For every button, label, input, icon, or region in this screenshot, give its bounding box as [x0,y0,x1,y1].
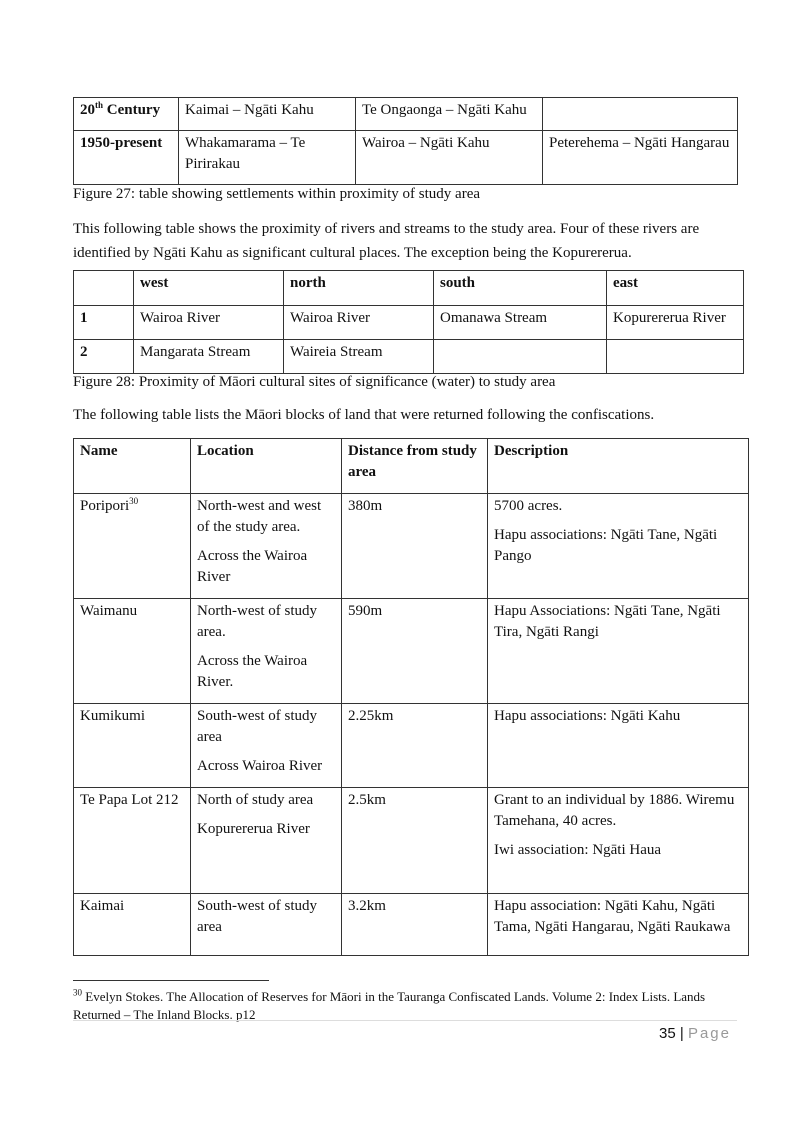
header-cell [74,271,134,306]
name-cell: Kumikumi [74,704,191,788]
header-cell: south [434,271,607,306]
location-cell: North-west and west of the study area. Across the Wairoa River [191,494,342,599]
table-cell: Peterehema – Ngāti Hangarau [543,131,738,185]
name-cell: Waimanu [74,599,191,704]
table-cell [607,340,744,374]
table-row [74,788,749,894]
table-cell: Te Ongaonga – Ngāti Kahu [356,98,543,131]
footnote: $^{30}$ Evelyn Stokes. The Allocation of Reserves for Māori in the Tauranga Confiscated Lands. Volume 2: Index Lists. Lands Returned – The Inland Blocks. p12 [73,987,706,1022]
location-cell: South-west of study area [191,894,342,956]
table-cell: Kopurererua River [607,306,744,340]
table-cell: Wairoa – Ngāti Kahu [356,131,543,185]
name-cell: Te Papa Lot 212 [74,788,191,894]
table-row [74,894,749,956]
table-cell: Omanawa Stream [434,306,607,340]
table-header-row [74,439,749,494]
header-cell: Distance from study area [342,439,488,494]
header-cell: Location [191,439,342,494]
table-cell: Wairoa River [134,306,284,340]
name-cell: Kaimai [74,894,191,956]
header-cell: east [607,271,744,306]
description-cell: Hapu associations: Ngāti Kahu [488,704,749,788]
description-cell: Hapu association: Ngāti Kahu, Ngāti Tama, Ngāti Hangarau, Ngāti Raukawa [488,894,749,956]
table-cell [543,98,738,131]
footnote-divider [73,980,269,981]
description-cell: 5700 acres. Hapu associations: Ngāti Tane, Ngāti Pango [488,494,749,599]
footer-divider [73,1020,737,1021]
table-cell: Waireia Stream [284,340,434,374]
description-cell: Grant to an individual by 1886. Wiremu Tamehana, 40 acres. Iwi association: Ngāti Haua [488,788,749,894]
distance-cell: 590m [342,599,488,704]
land-blocks-table [73,438,749,956]
header-cell: Description [488,439,749,494]
table-row [74,98,738,131]
name-cell: Poripori$^{30}$ [74,494,191,599]
settlements-table [73,97,738,185]
period-cell: 20th Century [74,98,179,131]
distance-cell: 2.25km [342,704,488,788]
table-row [74,599,749,704]
rivers-table [73,270,744,374]
table-cell: Wairoa River [284,306,434,340]
table-row [74,131,738,185]
header-cell: Name [74,439,191,494]
table-cell: Kaimai – Ngāti Kahu [179,98,356,131]
paragraph: This following table shows the proximity of rivers and streams to the study area. Four of these rivers are identified by Ngāti Kahu as significant cultural places. The exception being the Kopurererua. [73,221,700,261]
table-row [74,306,744,340]
header-cell: north [284,271,434,306]
table-cell: Whakamarama – Te Pirirakau [179,131,356,185]
location-cell: North of study area Kopurererua River [191,788,342,894]
table-row [74,340,744,374]
distance-cell: 3.2km [342,894,488,956]
location-cell: North-west of study area. Across the Wairoa River. [191,599,342,704]
period-cell: 1950-present [74,131,179,185]
table-row [74,704,749,788]
figure-caption: Figure 28: Proximity of Māori cultural sites of significance (water) to study area [73,374,556,390]
distance-cell: 2.5km [342,788,488,894]
table-cell [434,340,607,374]
page-number: 35 | Page [659,1025,731,1042]
table-cell: 1 [74,306,134,340]
table-cell: Mangarata Stream [134,340,284,374]
location-cell: South-west of study area Across Wairoa River [191,704,342,788]
table-row [74,494,749,599]
distance-cell: 380m [342,494,488,599]
table-cell: 2 [74,340,134,374]
table-header-row [74,271,744,306]
description-cell: Hapu Associations: Ngāti Tane, Ngāti Tira, Ngāti Rangi [488,599,749,704]
figure-caption: Figure 27: table showing settlements within proximity of study area [73,186,481,202]
paragraph: The following table lists the Māori blocks of land that were returned following the confiscations. [73,407,655,423]
header-cell: west [134,271,284,306]
